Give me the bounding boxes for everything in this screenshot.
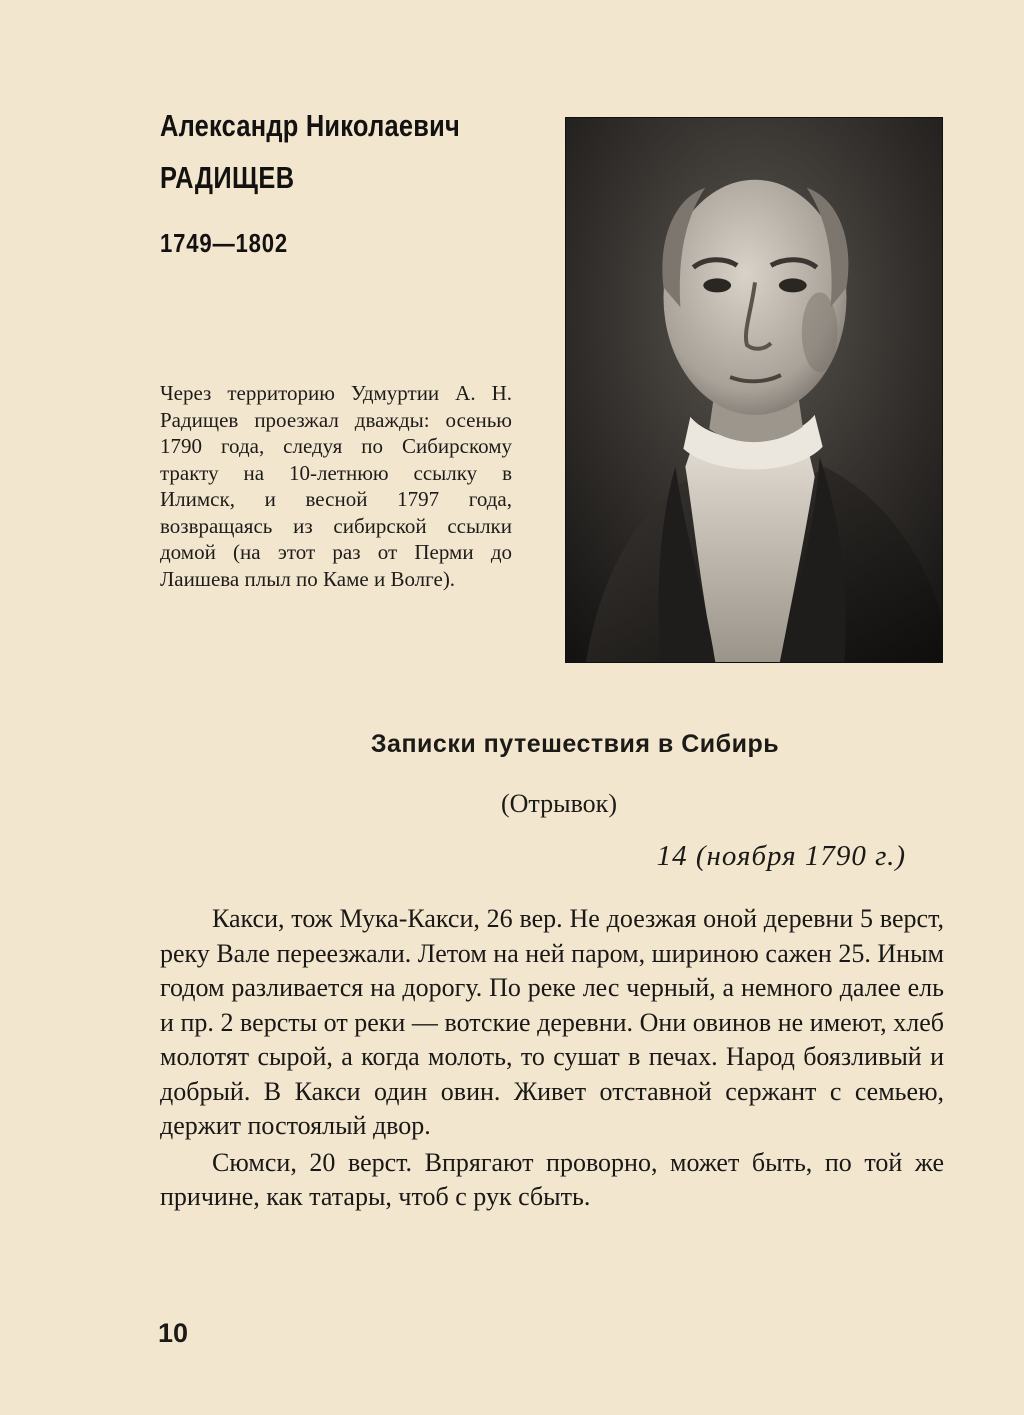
author-years: 1749—1802: [160, 228, 289, 258]
author-bio: Через территорию Удмуртии А. Н. Радищев проезжал дважды: осенью 1790 года, следуя по Сибирскому тракту на 10-летнюю ссылку в Илимск, и весной 1797 года, возвращаясь из сибирской ссылки домой (на этот раз от Перми до Лаишева плыл по Каме и Волге).: [160, 381, 512, 591]
portrait-image: [565, 117, 943, 663]
author-first-name: Александр Николаевич: [160, 108, 460, 143]
author-last-name: РАДИЩЕВ: [160, 160, 295, 195]
paragraph: Какси, тож Мука-Какси, 26 вер. Не доезжая оной деревни 5 верст, реку Вале переезжали. Летом на ней паром, шириною сажен 25. Иным годом разливается на дорогу. По реке лес черный, а немного далее ель и пр. 2 версты от реки — вотские деревни. Они овинов не имеют, хлеб молотят сырой, а когда молоть, то сушат в печах. Народ боязливый и добрый. В Какси один овин. Живет отставной сержант с семьею, держит постоялый двор.: [160, 904, 944, 1140]
page-number: 10: [158, 1318, 189, 1348]
portrait-illustration: [566, 118, 942, 662]
excerpt-text: [160, 902, 944, 1215]
work-subtitle: (Отрывок): [501, 789, 617, 818]
work-title: Записки путешествия в Сибирь: [370, 730, 780, 758]
work-date: 14 (ноября 1790 г.): [656, 840, 906, 872]
paragraph: Сюмси, 20 верст. Впрягают проворно, может быть, по той же причине, как татары, чтоб с рук сбыть.: [160, 1147, 944, 1211]
